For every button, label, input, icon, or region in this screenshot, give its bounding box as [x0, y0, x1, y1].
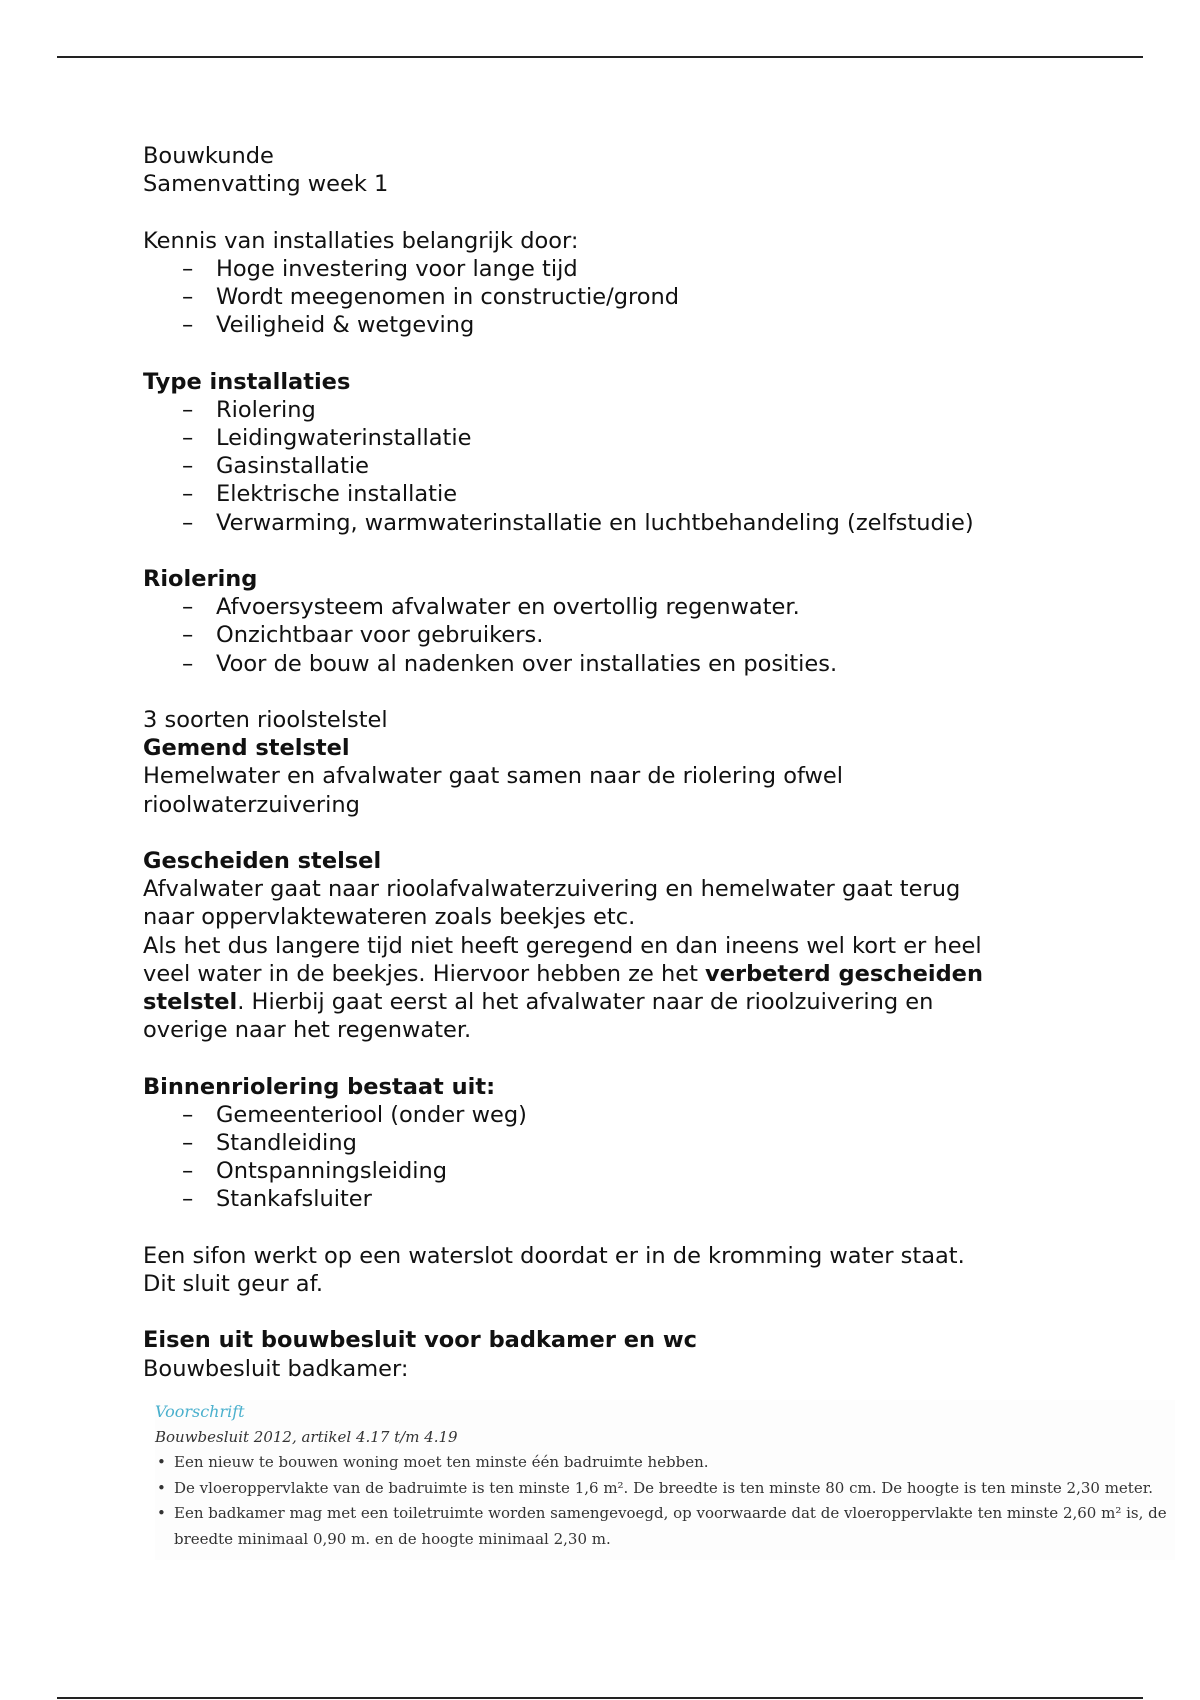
section-heading-riolering: Riolering: [143, 566, 258, 592]
paragraph-line: overige naar het regenwater.: [143, 1017, 472, 1044]
dash-bullet: –: [182, 594, 194, 621]
list-item: – Leidingwaterinstallatie: [182, 425, 472, 451]
paragraph-line: naar oppervlaktewateren zoals beekjes etc.: [143, 904, 636, 931]
list-item: – Onzichtbaar voor gebruikers.: [182, 622, 544, 649]
paragraph-line: rioolwaterzuivering: [143, 791, 360, 818]
excerpt-reference: Bouwbesluit 2012, artikel 4.17 t/m 4.19: [155, 1428, 458, 1446]
dash-bullet: –: [182, 650, 194, 677]
bold-term: stelstel: [143, 989, 238, 1016]
list-item: – Voor de bouw al nadenken over installaties en posities.: [182, 650, 838, 677]
list-item: – Gasinstallatie: [182, 453, 369, 480]
list-item: – Afvoersysteem afvalwater en overtollig regenwater.: [182, 594, 800, 621]
eisen-subheading: Bouwbesluit badkamer:: [143, 1355, 409, 1382]
paragraph-line: Afvalwater gaat naar rioolafvalwaterzuivering en hemelwater gaat terug: [143, 876, 961, 903]
stelsels-intro: 3 soorten rioolstelstel: [143, 707, 388, 733]
dash-bullet: –: [182, 481, 194, 508]
list-item: – Verwarming, warmwaterinstallatie en luchtbehandeling (zelfstudie): [182, 509, 974, 536]
list-item: – Wordt meegenomen in constructie/grond: [182, 284, 680, 310]
dash-bullet: –: [182, 1130, 194, 1157]
doc-title: Bouwkunde: [143, 143, 274, 169]
dash-bullet: –: [182, 396, 194, 423]
bottom-rule: [57, 1697, 1143, 1699]
section-heading-gemengd: Gemend stelstel: [143, 735, 350, 762]
paragraph-line: veel water in de beekjes. Hiervoor hebben ze het verbeterd gescheiden: [143, 960, 983, 987]
dash-bullet: –: [182, 425, 194, 451]
paragraph-line: stelstel. Hierbij gaat eerst al het afvalwater naar de rioolzuivering en: [143, 989, 934, 1016]
paragraph-line: Dit sluit geur af.: [143, 1271, 324, 1298]
excerpt-item: • Een nieuw te bouwen woning moet ten minste één badruimte hebben.: [155, 1450, 1175, 1476]
section-heading-gescheiden: Gescheiden stelsel: [143, 848, 382, 874]
dash-bullet: –: [182, 1158, 194, 1185]
list-item: – Hoge investering voor lange tijd: [182, 255, 578, 282]
excerpt-item: • Een badkamer mag met een toiletruimte worden samengevoegd, op voorwaarde dat de vloeroppervlakte ten minste 2,60 m² is, de: [155, 1501, 1175, 1527]
bullet-dot: •: [157, 1504, 166, 1522]
list-item: – Stankafsluiter: [182, 1186, 372, 1213]
excerpt-item-continuation: breedte minimaal 0,90 m. en de hoogte minimaal 2,30 m.: [174, 1529, 611, 1548]
dash-bullet: –: [182, 453, 194, 480]
regulation-excerpt-image: [155, 1400, 1175, 1560]
dash-bullet: –: [182, 622, 194, 649]
dash-bullet: –: [182, 284, 194, 310]
document-body: [143, 142, 1103, 1383]
list-item: – Ontspanningsleiding: [182, 1158, 448, 1185]
excerpt-item: • De vloeroppervlakte van de badruimte is ten minste 1,6 m². De breedte is ten minste 80 cm. De hoogte is ten minste 2,30 meter.: [155, 1476, 1175, 1502]
top-rule: [57, 56, 1143, 58]
list-item: – Standleiding: [182, 1130, 357, 1157]
dash-bullet: –: [182, 1186, 194, 1213]
dash-bullet: –: [182, 255, 194, 282]
paragraph-line: Als het dus langere tijd niet heeft geregend en dan ineens wel kort er heel: [143, 932, 982, 959]
intro-lead: Kennis van installaties belangrijk door:: [143, 227, 579, 254]
doc-subtitle: Samenvatting week 1: [143, 171, 389, 198]
excerpt-label: Voorschrift: [155, 1402, 245, 1421]
list-item: – Elektrische installatie: [182, 481, 458, 508]
section-heading-types: Type installaties: [143, 368, 351, 395]
bold-term: verbeterd gescheiden: [705, 960, 983, 987]
section-heading-binnenriolering: Binnenriolering bestaat uit:: [143, 1073, 496, 1100]
dash-bullet: –: [182, 312, 194, 339]
section-heading-eisen: Eisen uit bouwbesluit voor badkamer en wc: [143, 1327, 697, 1354]
list-item: – Riolering: [182, 396, 316, 423]
dash-bullet: –: [182, 509, 194, 536]
list-item: – Gemeenteriool (onder weg): [182, 1101, 527, 1128]
dash-bullet: –: [182, 1101, 194, 1128]
paragraph-line: Hemelwater en afvalwater gaat samen naar de riolering ofwel: [143, 763, 843, 790]
bullet-dot: •: [157, 1478, 166, 1497]
bullet-dot: •: [157, 1453, 166, 1471]
paragraph-line: Een sifon werkt op een waterslot doordat er in de kromming water staat.: [143, 1242, 965, 1269]
list-item: – Veiligheid & wetgeving: [182, 312, 475, 339]
